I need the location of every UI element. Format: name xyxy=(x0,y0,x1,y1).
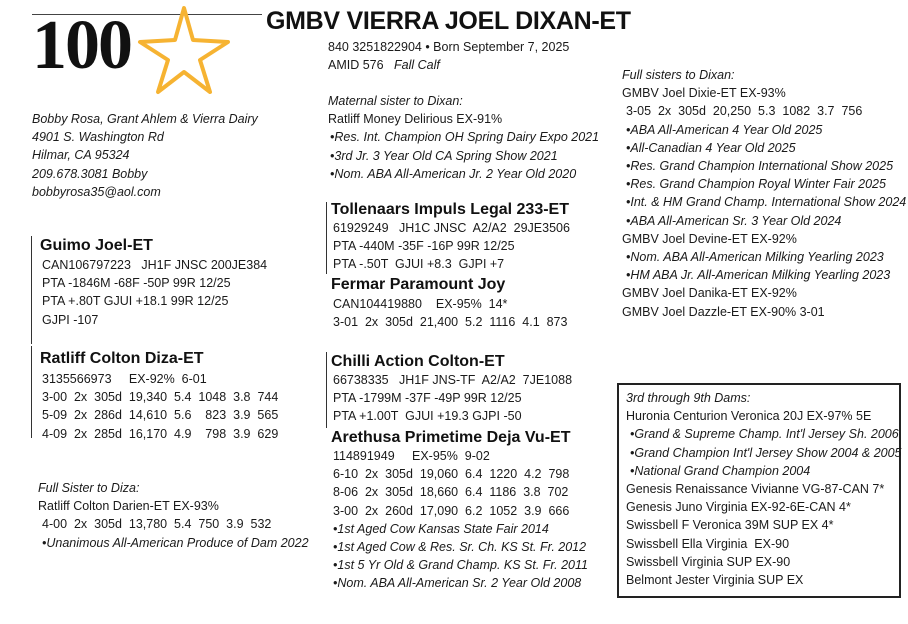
sires-dam-info xyxy=(333,295,567,331)
info-line: PTA +1.00T GJUI +19.3 GJPI -50 xyxy=(333,409,522,424)
lot-number: 100 xyxy=(32,7,131,84)
section-heading: Full sisters to Dixan: xyxy=(622,68,735,82)
record-line: 8-06 2x 305d 18,660 6.4 1186 3.8 702 xyxy=(333,485,569,500)
dam-entry: Swissbell Virginia SUP EX-90 xyxy=(626,554,791,569)
dams-box-content xyxy=(626,389,902,589)
award-note: •Nom. ABA All-American Sr. 2 Year Old 2008 xyxy=(333,576,582,591)
info-line: PTA -.50T GJUI +8.3 GJPI +7 xyxy=(333,257,505,272)
full-sister-diza xyxy=(38,479,309,552)
dam-record: 3-00 2x 305d 19,340 5.4 1048 3.8 744 xyxy=(42,390,279,405)
consignor-block xyxy=(32,110,258,201)
dam-entry: Huronia Centurion Veronica 20J EX-97% 5E xyxy=(626,409,872,424)
dam-entry: Genesis Juno Virginia EX-92-6E-CAN 4* xyxy=(626,500,851,515)
info-line: 61929249 JH1C JNSC A2/A2 29JE3506 xyxy=(333,221,570,235)
award-note: •1st Aged Cow & Res. Sr. Ch. KS St. Fr. 2012 xyxy=(333,540,587,555)
dams-dam-info xyxy=(333,447,588,593)
consignor-address: 4901 S. Washington Rd xyxy=(32,130,164,145)
page-title: GMBV VIERRA JOEL DIXAN-ET xyxy=(266,7,631,35)
section-heading: Full Sister to Diza: xyxy=(38,481,140,495)
sister-record: 4-00 2x 305d 13,780 5.4 750 3.9 532 xyxy=(42,517,272,532)
section-heading: 3rd through 9th Dams: xyxy=(626,391,751,405)
info-line: PTA -1799M -37F -49P 99R 12/25 xyxy=(333,391,522,406)
dams-sire-info xyxy=(333,371,572,426)
maternal-sister-name: Ratliff Money Delirious EX-91% xyxy=(328,112,503,127)
calf-label: Fall Calf xyxy=(394,58,440,72)
sire-info xyxy=(42,256,267,329)
sister-name: GMBV Joel Danika-ET EX-92% xyxy=(622,286,797,301)
sister-name: GMBV Joel Dixie-ET EX-93% xyxy=(622,86,786,101)
award-note: •ABA All-American Sr. 3 Year Old 2024 xyxy=(626,213,842,228)
award-note: •All-Canadian 4 Year Old 2025 xyxy=(626,140,796,155)
award-note: •Res. Grand Champion International Show 2025 xyxy=(626,159,894,174)
sister-name: GMBV Joel Dazzle-ET EX-90% 3-01 xyxy=(622,304,825,319)
award-note: •Nom. ABA All-American Milking Yearling 2023 xyxy=(626,250,884,265)
info-line: 3-01 2x 305d 21,400 5.2 1116 4.1 873 xyxy=(333,315,568,330)
star-icon xyxy=(128,4,232,96)
sister-record: 3-05 2x 305d 20,250 5.3 1082 3.7 756 xyxy=(626,104,863,119)
id-line: 840 3251822904 • Born September 7, 2025 xyxy=(328,40,570,54)
dam-entry: Belmont Jester Virginia SUP EX xyxy=(626,573,804,588)
award-note: •Grand Champion Int'l Jersey Show 2004 & 2005 xyxy=(630,445,902,460)
dam-entry: Swissbell F Veronica 39M SUP EX 4* xyxy=(626,518,834,533)
dams-sire-name: Chilli Action Colton-ET xyxy=(331,353,505,370)
section-heading: Maternal sister to Dixan: xyxy=(328,94,463,108)
award-note: •1st 5 Yr Old & Grand Champ. KS St. Fr. 2011 xyxy=(333,558,588,573)
consignor-name: Bobby Rosa, Grant Ahlem & Vierra Dairy xyxy=(32,112,258,126)
award-note: •Nom. ABA All-American Jr. 2 Year Old 2020 xyxy=(330,166,577,181)
info-line: 114891949 EX-95% 9-02 xyxy=(333,449,490,463)
amid: AMID 576 xyxy=(328,58,384,72)
dam-entry: Swissbell Ella Virginia EX-90 xyxy=(626,536,790,551)
award-note: •Res. Int. Champion OH Spring Dairy Expo 2021 xyxy=(330,130,600,145)
sires-sire-info xyxy=(333,219,570,274)
sire-line: PTA -1846M -68F -50P 99R 12/25 xyxy=(42,276,231,291)
sister-note: •Unanimous All-American Produce of Dam 2022 xyxy=(42,535,309,550)
sire-line: CAN106797223 JH1F JNSC 200JE384 xyxy=(42,258,268,272)
dam-entry: Genesis Renaissance Vivianne VG-87-CAN 7* xyxy=(626,482,885,497)
sire-line: GJPI -107 xyxy=(42,312,99,327)
sister-name: GMBV Joel Devine-ET EX-92% xyxy=(622,231,797,246)
dam-record: 4-09 2x 285d 16,170 4.9 798 3.9 629 xyxy=(42,426,279,441)
dams-dam-name: Arethusa Primetime Deja Vu-ET xyxy=(331,429,571,446)
sire-line: PTA +.80T GJUI +18.1 99R 12/25 xyxy=(42,294,229,309)
award-note: •1st Aged Cow Kansas State Fair 2014 xyxy=(333,521,549,536)
award-note: •ABA All-American 4 Year Old 2025 xyxy=(626,122,823,137)
record-line: 3-00 2x 260d 17,090 6.2 1052 3.9 666 xyxy=(333,503,570,518)
award-note: •3rd Jr. 3 Year Old CA Spring Show 2021 xyxy=(330,148,558,163)
award-note: •Res. Grand Champion Royal Winter Fair 2025 xyxy=(626,177,886,192)
info-line: CAN104419880 EX-95% 14* xyxy=(333,297,508,311)
record-line: 6-10 2x 305d 19,060 6.4 1220 4.2 798 xyxy=(333,467,570,482)
award-note: •Grand & Supreme Champ. Int'l Jersey Sh. 2006 xyxy=(630,427,899,442)
award-note: •Int. & HM Grand Champ. International Show 2024 xyxy=(626,195,907,210)
pedigree-bracket-sires-sire xyxy=(326,202,327,274)
pedigree-bracket-dam xyxy=(31,346,32,438)
sires-sire-name: Tollenaars Impuls Legal 233-ET xyxy=(331,201,569,218)
dam-info xyxy=(42,370,278,443)
dam-name: Ratliff Colton Diza-ET xyxy=(40,350,204,367)
info-line: PTA -440M -35F -16P 99R 12/25 xyxy=(333,239,515,254)
maternal-sister xyxy=(328,92,599,183)
amid-line xyxy=(328,56,440,74)
sires-dam-name: Fermar Paramount Joy xyxy=(331,276,506,293)
info-line: 66738335 JH1F JNS-TF A2/A2 7JE1088 xyxy=(333,373,573,387)
award-note: •HM ABA Jr. All-American Milking Yearling 2023 xyxy=(626,268,891,283)
award-note: •National Grand Champion 2004 xyxy=(630,463,811,478)
dam-record: 5-09 2x 286d 14,610 5.6 823 3.9 565 xyxy=(42,408,279,423)
pedigree-bracket-dams-sire xyxy=(326,352,327,428)
consignor-email[interactable]: bobbyrosa35@aol.com xyxy=(32,184,161,199)
sister-name: Ratliff Colton Darien-ET EX-93% xyxy=(38,499,219,514)
full-sisters xyxy=(622,66,906,321)
consignor-phone: 209.678.3081 Bobby xyxy=(32,166,148,181)
dam-registration: 3135566973 EX-92% 6-01 xyxy=(42,372,207,386)
pedigree-bracket-sire xyxy=(31,236,32,344)
sire-name: Guimo Joel-ET xyxy=(40,237,153,254)
consignor-city: Hilmar, CA 95324 xyxy=(32,148,130,163)
